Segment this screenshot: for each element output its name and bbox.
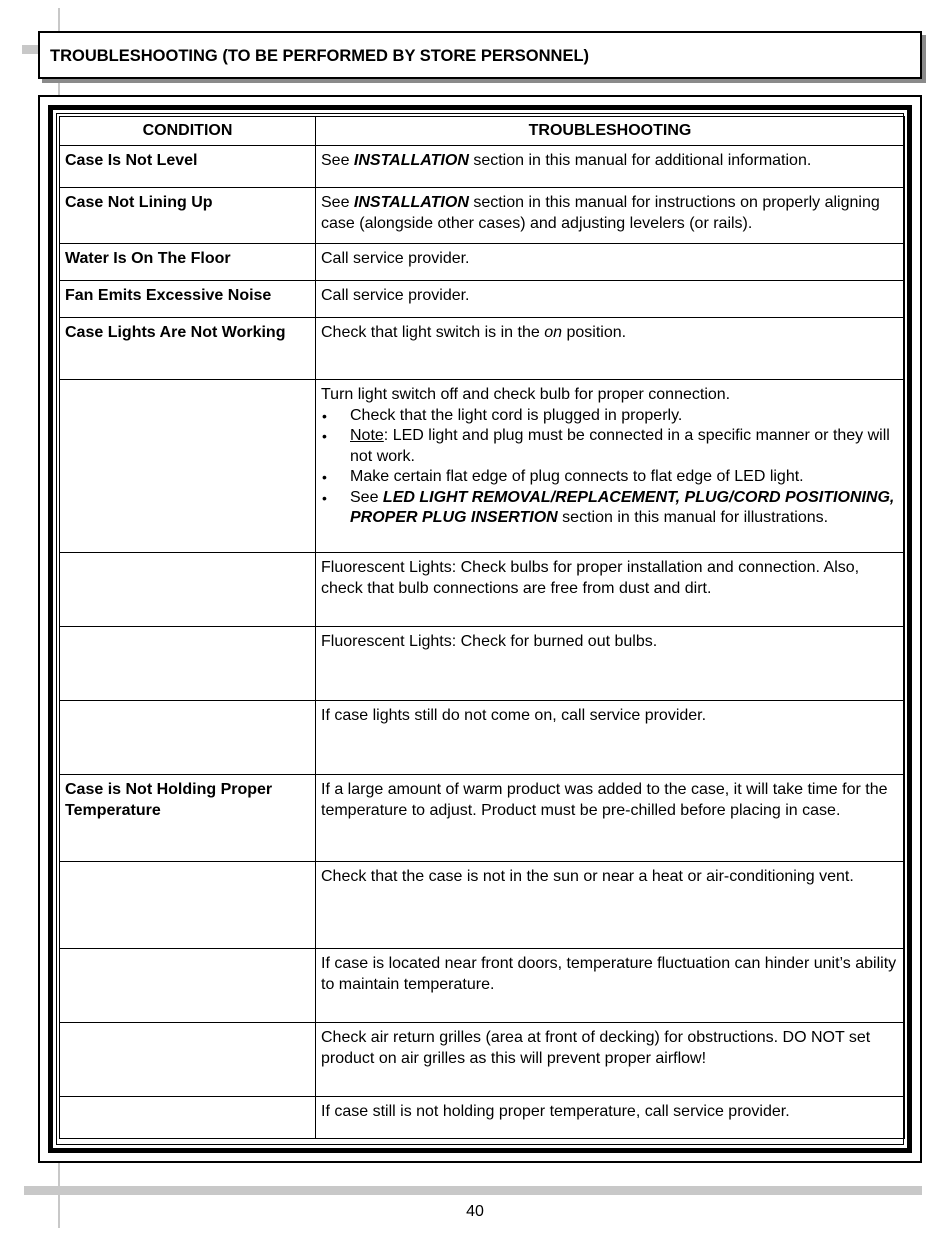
bullet-item: [350, 426, 899, 467]
troubleshooting-cell: [316, 318, 905, 380]
troubleshooting-cell: Call service provider.: [316, 281, 905, 318]
section-reference: INSTALLATION: [353, 152, 469, 169]
table-row: [60, 1097, 905, 1139]
troubleshooting-cell: If a large amount of warm product was added to the case, it will take time for the temperature to adjust. Product must be pre-chilled before placing in case.: [316, 775, 905, 862]
table-row: [60, 775, 905, 862]
condition-cell: [60, 949, 316, 1023]
table-row: [60, 380, 905, 553]
cell-intro: Turn light switch off and check bulb for proper connection.: [321, 386, 731, 403]
table-frame-inner: [56, 113, 904, 1145]
condition-column-header: CONDITION: [60, 117, 316, 146]
bullet-item: • Check that the light cord is plugged in properly.: [350, 406, 899, 427]
table-row: [60, 244, 905, 281]
troubleshooting-column-header: TROUBLESHOOTING: [316, 117, 905, 146]
troubleshooting-table: [59, 116, 905, 1139]
condition-cell: Fan Emits Excessive Noise: [60, 281, 316, 318]
condition-cell: Case Not Lining Up: [60, 188, 316, 244]
condition-cell: [60, 1023, 316, 1097]
cell-text: See: [350, 488, 383, 506]
troubleshooting-cell: Fluorescent Lights: Check for burned out bulbs.: [316, 627, 905, 701]
table-row: [60, 1023, 905, 1097]
note-label: Note: [350, 427, 384, 444]
condition-cell: Case is Not Holding Proper Temperature: [60, 775, 316, 862]
troubleshooting-cell: If case lights still do not come on, call service provider.: [316, 701, 905, 775]
cell-text: section in this manual for additional information.: [468, 152, 812, 169]
cell-text: section in this manual for instructions on properly aligning case (alongside other cases) and adjusting levelers (or rails).: [321, 194, 880, 232]
troubleshooting-cell: Call service provider.: [316, 244, 905, 281]
troubleshooting-cell: [316, 188, 905, 244]
troubleshooting-cell: If case still is not holding proper temperature, call service provider.: [316, 1097, 905, 1139]
troubleshooting-cell: Fluorescent Lights: Check bulbs for proper installation and connection. Also, check that bulb connections are free from dust and dirt.: [316, 553, 905, 627]
condition-cell: [60, 380, 316, 553]
table-row: [60, 949, 905, 1023]
table-frame-outer: [38, 95, 922, 1163]
cell-text: section in this manual for illustrations.: [557, 509, 829, 526]
page-number: 40: [466, 1203, 484, 1220]
cell-text: position.: [562, 324, 627, 341]
cell-text: : LED light and plug must be connected in a specific manner or they will not work.: [350, 427, 890, 465]
footer-rule: [24, 1186, 922, 1195]
table-row: [60, 188, 905, 244]
section-reference: INSTALLATION: [353, 194, 469, 211]
table-row: [60, 553, 905, 627]
condition-cell: Case Is Not Level: [60, 146, 316, 188]
troubleshooting-cell: [316, 146, 905, 188]
bullet-item: • Make certain flat edge of plug connects to flat edge of LED light.: [350, 467, 899, 488]
table-header-row: [60, 117, 905, 146]
table-row: [60, 318, 905, 380]
troubleshooting-cell: [316, 380, 905, 553]
condition-cell: [60, 862, 316, 949]
section-title: TROUBLESHOOTING (TO BE PERFORMED BY STORE PERSONNEL): [50, 47, 590, 65]
table-row: [60, 281, 905, 318]
bullet-item: [350, 488, 899, 529]
troubleshooting-cell: Check that the case is not in the sun or near a heat or air-conditioning vent.: [316, 862, 905, 949]
section-header-box: [38, 31, 922, 79]
table-row: [60, 627, 905, 701]
table-row: [60, 146, 905, 188]
condition-cell: Water Is On The Floor: [60, 244, 316, 281]
cell-text: See: [321, 152, 354, 169]
condition-cell: [60, 553, 316, 627]
section-reference: LED LIGHT REMOVAL/REPLACEMENT, PLUG/CORD POSITIONING, PROPER PLUG INSERTION: [350, 488, 895, 526]
troubleshooting-cell: Check air return grilles (area at front of decking) for obstructions. DO NOT set product on air grilles as this will prevent proper airflow!: [316, 1023, 905, 1097]
bullet-list: [321, 406, 899, 529]
troubleshooting-cell: If case is located near front doors, temperature fluctuation can hinder unit’s ability to maintain temperature.: [316, 949, 905, 1023]
table-row: [60, 701, 905, 775]
condition-cell: Case Lights Are Not Working: [60, 318, 316, 380]
table-row: [60, 862, 905, 949]
condition-cell: [60, 1097, 316, 1139]
table-frame-thick: [48, 105, 912, 1153]
emphasis-text: on: [544, 324, 563, 341]
condition-cell: [60, 627, 316, 701]
cell-text: See: [321, 194, 354, 211]
cell-text: Check that light switch is in the: [321, 324, 545, 341]
condition-cell: [60, 701, 316, 775]
